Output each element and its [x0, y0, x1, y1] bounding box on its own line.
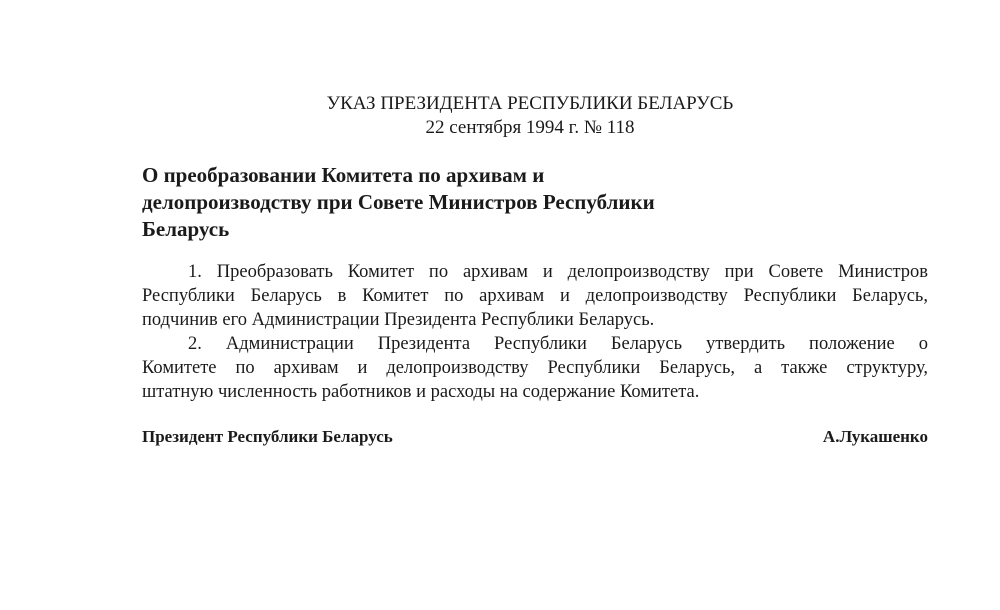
- title-line: Беларусь: [142, 217, 230, 241]
- paragraph-line: подчинив его Администрации Президента Республики Беларусь.: [142, 310, 655, 330]
- paragraph-2: [142, 332, 928, 404]
- decree-date-number: 22 сентября 1994 г. № 118: [425, 117, 635, 138]
- paragraph-1: [142, 260, 928, 332]
- paragraph-line: 2. Администрации Президента Республики Беларусь утвердить положение о: [188, 334, 928, 354]
- paragraph-line: штатную численность работников и расходы на содержание Комитета.: [142, 382, 700, 402]
- signatory-position: Президент Республики Беларусь: [142, 427, 393, 446]
- paragraph-line: Республики Беларусь в Комитет по архивам и делопроизводству Республики Беларусь,: [142, 286, 928, 306]
- signatory-name: А.Лукашенко: [822, 427, 928, 446]
- paragraph-line: 1. Преобразовать Комитет по архивам и делопроизводству при Совете Министров: [188, 262, 928, 282]
- decree-title: [142, 162, 782, 243]
- title-line: делопроизводству при Совете Министров Республики: [142, 190, 655, 214]
- title-line: О преобразовании Комитета по архивам и: [142, 163, 545, 187]
- decree-heading: УКАЗ ПРЕЗИДЕНТА РЕСПУБЛИКИ БЕЛАРУСЬ: [326, 93, 734, 114]
- paragraph-line: Комитете по архивам и делопроизводству Республики Беларусь, а также структуру,: [142, 358, 928, 378]
